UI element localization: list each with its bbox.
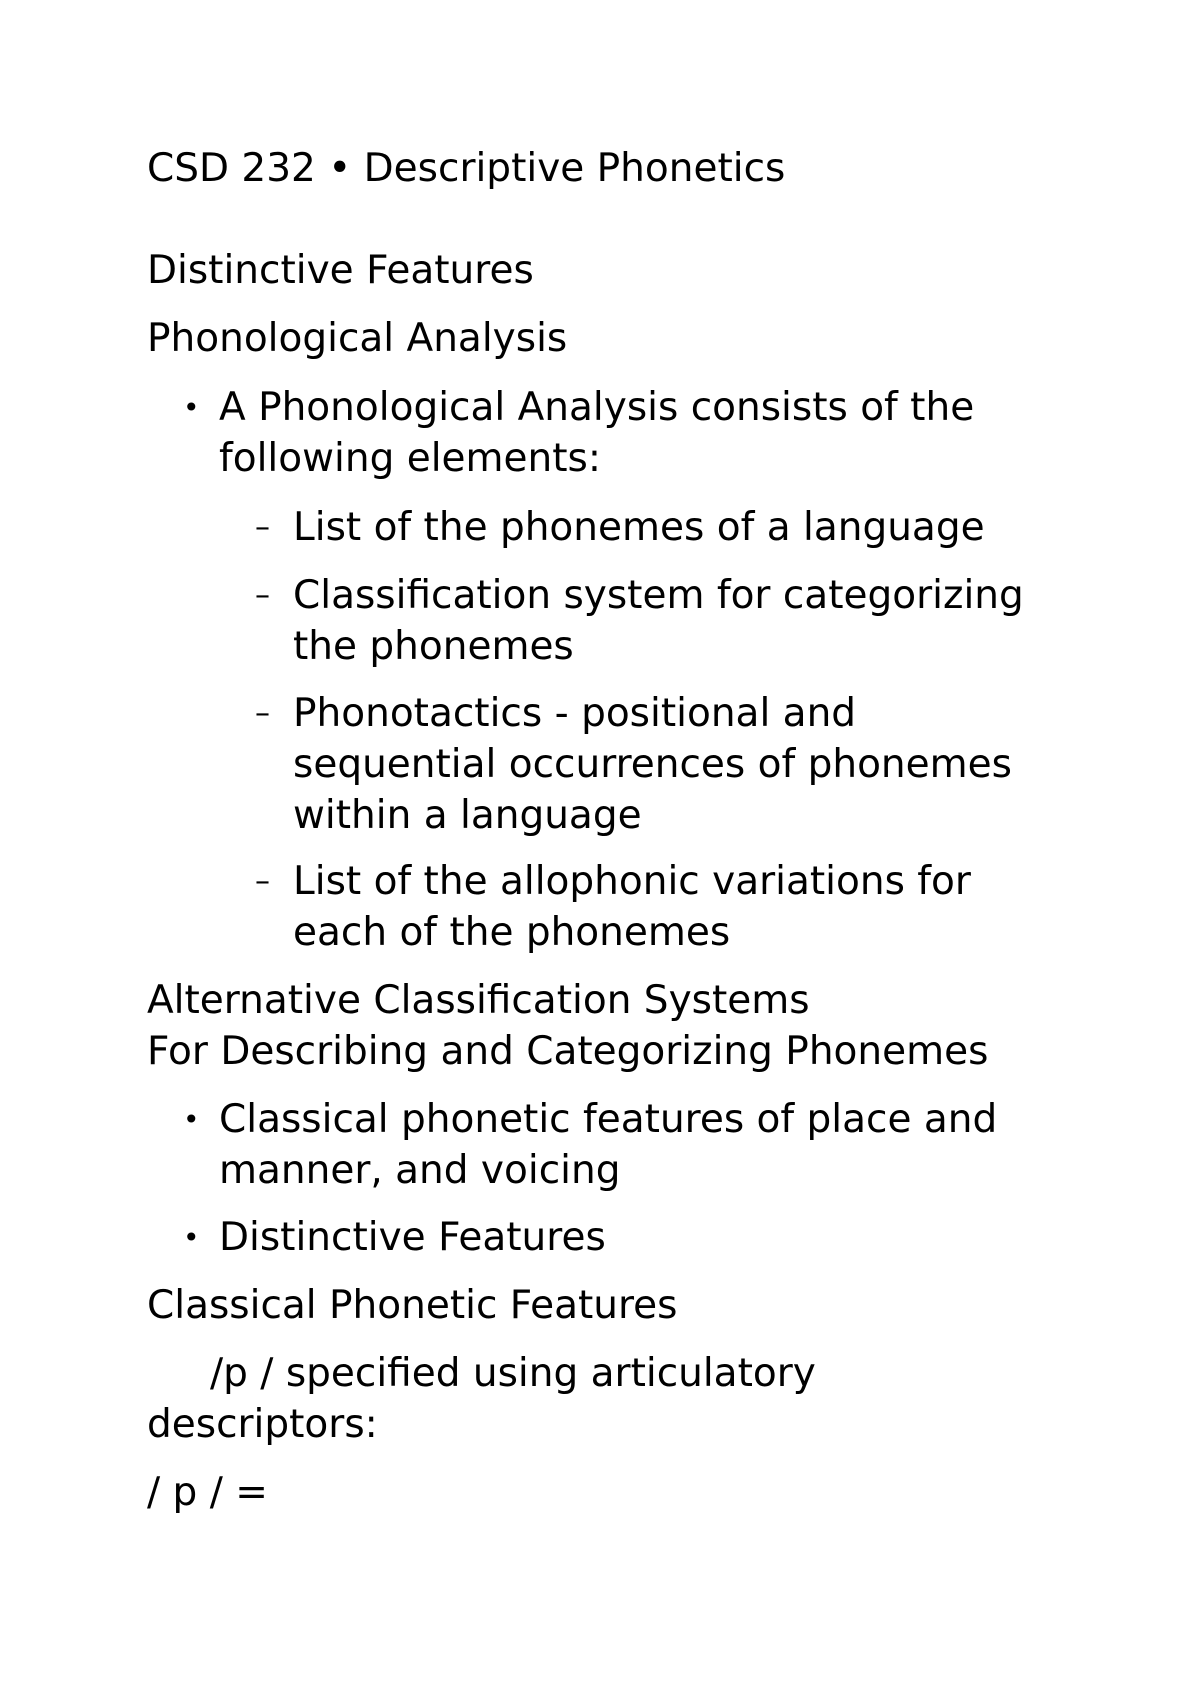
equation: / p / =: [147, 1470, 268, 1515]
dash-marker: –: [255, 696, 270, 731]
bullet-text: [219, 382, 1119, 484]
dash-line: Phonotactics - positional and: [293, 691, 857, 736]
dash-line: sequential occurrences of phonemes: [293, 742, 1012, 787]
dash-text: [293, 570, 1193, 672]
dash-marker: –: [255, 864, 270, 899]
bullet-line: following elements:: [219, 436, 602, 481]
dash-line: List of the allophonic variations for: [293, 859, 971, 904]
dash-line: the phonemes: [293, 624, 574, 669]
heading-alternative-line2: For Describing and Categorizing Phonemes: [147, 1029, 989, 1074]
bullet-line: Distinctive Features: [219, 1215, 606, 1260]
dash-text: [293, 856, 1193, 958]
dash-text: [293, 688, 1193, 841]
bullet-marker: •: [183, 1221, 200, 1254]
dash-marker: –: [255, 578, 270, 613]
course-title: CSD 232 • Descriptive Phonetics: [147, 146, 786, 191]
heading-classical-features: Classical Phonetic Features: [147, 1283, 678, 1328]
dash-line: within a language: [293, 793, 642, 838]
dash-line: each of the phonemes: [293, 910, 731, 955]
heading-alternative-line1: Alternative Classification Systems: [147, 978, 810, 1023]
bullet-line: A Phonological Analysis consists of the: [219, 385, 975, 430]
bullet-text: [219, 1212, 1119, 1263]
bullet-line: Classical phonetic features of place and: [219, 1097, 998, 1142]
bullet-line: manner, and voicing: [219, 1148, 621, 1193]
dash-line: List of the phonemes of a language: [293, 505, 985, 550]
dash-line: Classification system for categorizing: [293, 573, 1024, 618]
heading-phonological-analysis: Phonological Analysis: [147, 316, 568, 361]
heading-distinctive-features: Distinctive Features: [147, 248, 534, 293]
specified-line2: descriptors:: [147, 1402, 378, 1447]
bullet-text: [219, 1094, 1119, 1196]
dash-marker: –: [255, 510, 270, 545]
specified-line1: /p / specified using articulatory: [210, 1351, 816, 1396]
bullet-marker: •: [183, 391, 200, 424]
dash-text: [293, 502, 1193, 553]
bullet-marker: •: [183, 1103, 200, 1136]
